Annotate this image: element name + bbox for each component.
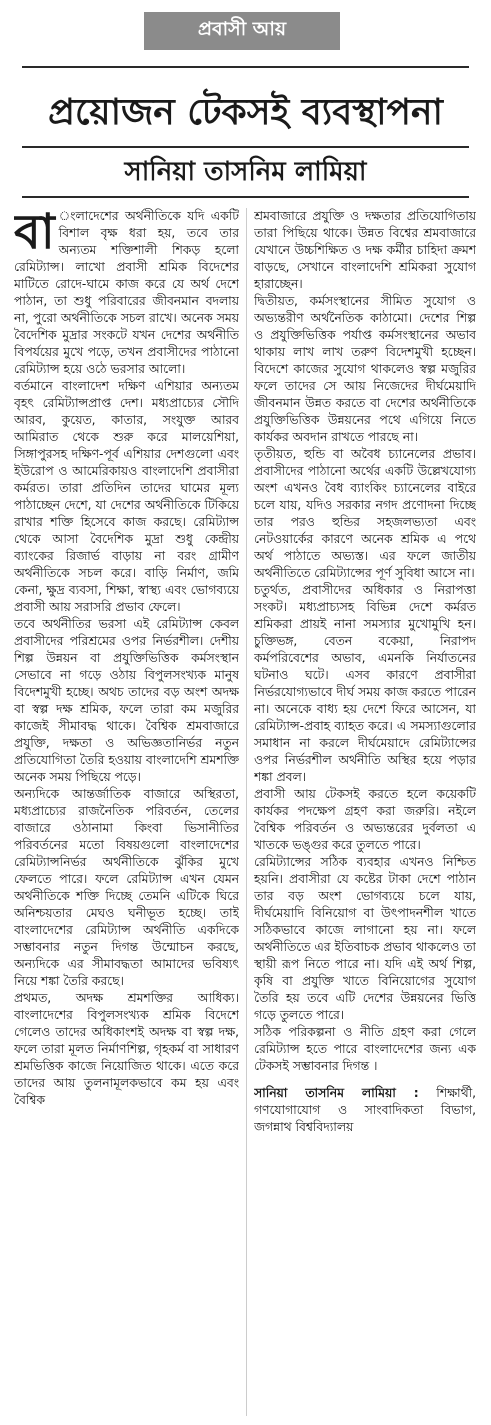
drop-cap: বা [14,208,55,260]
article-right-column [254,208,476,1420]
column-divider [246,208,247,1416]
rule-bottom [22,196,469,198]
paragraph-4: অন্যদিকে আন্তর্জাতিক বাজারে অস্থিরতা, মধ্যপ্রাচ্যের রাজনৈতিক পরিবর্তন, তেলের বাজারে ওঠানামা কিংবা ভিসানীতির পরিবর্তনের মতো বিষয়গুলো বাংলাদেশের রেমিট্যান্সনির্ভর অর্থনীতিকে ঝুঁকির মুখে ফেলতে পারে। ফলে রেমিট্যান্স এখন যেমন অর্থনীতিকে শক্তি দিচ্ছে তেমনি এটিকে ঘিরে অনিশ্চয়তার মেঘও ঘনীভূত হচ্ছে। তাই বাংলাদেশের রেমিট্যান্স অর্থনীতি একদিকে সম্ভাবনার নতুন দিগন্ত উন্মোচন করছে, অন্যদিকে এর সীমাবদ্ধতা আমাদের ভবিষ্যৎ নিয়ে শঙ্কা তৈরি করছে। [14,787,239,988]
paragraph-10: প্রবাসী আয় টেকসই করতে হলে কয়েকটি কার্যকর পদক্ষেপ গ্রহণ করা জরুরি। নইলে বৈশ্বিক পরিবর্তন ও অভ্যন্তরের দুর্বলতা এ খাতকে ভঙ্গুর করে তুলতে পারে। [254,787,476,852]
paragraph-12: সঠিক পরিকল্পনা ও নীতি গ্রহণ করা গেলে রেমিট্যান্স হতে পারে বাংলাদেশের জন্য এক টেকসই সম্ভাবনার দিগন্ত । [254,1025,476,1073]
paragraph-1-text: ংলাদেশের অর্থনীতিকে যদি একটি বিশাল বৃক্ষ ধরা হয়, তবে তার অন্যতম শক্তিশালী শিকড় হলো রেমিট্যান্স। লাখো প্রবাসী শ্রমিক বিদেশের মাটিতে রোদে-ঘামে কাজ করে যে অর্থ দেশে পাঠান, তা শুধু পরিবারের জীবনমান বদলায় না, পুরো অর্থনীতিকে সচল রাখে। অনেক সময় বৈদেশিক মুদ্রার সংকটে যখন দেশের অর্থনীতি বিপর্যয়ের মুখে পড়ে, তখন প্রবাসীদের পাঠানো রেমিট্যান্স হয়ে ওঠে ভরসার আলো। [14,209,239,376]
paragraph-7: দ্বিতীয়ত, কর্মসংস্থানের সীমিত সুযোগ ও অভ্যন্তরীণ অর্থনৈতিক কাঠামো। দেশের শিল্প ও প্রযুক্তিভিত্তিক পর্যাপ্ত কর্মসংস্থানের অভাব থাকায় লাখ লাখ তরুণ বিদেশমুখী হচ্ছেন। বিদেশে কাজের সুযোগ থাকলেও স্বল্প মজুরির ফলে তাদের সে আয় নিজেদের দীর্ঘমেয়াদি জীবনমান উন্নত করতে বা দেশের অর্থনীতিকে প্রযুক্তিভিত্তিক উন্নয়নের পথে এগিয়ে নিতে কার্যকর অবদান রাখতে পারছে না। [254,294,476,444]
paragraph-5: প্রথমত, অদক্ষ শ্রমশক্তির আধিক্য। বাংলাদেশের বিপুলসংখ্যক শ্রমিক বিদেশে গেলেও তাদের অধিকাংশই অদক্ষ বা স্বল্প দক্ষ, ফলে তারা মূলত নির্মাণশিল্প, গৃহকর্ম বা সাধারণ শ্রমভিত্তিক কাজে নিয়োজিত থাকে। এতে করে তাদের আয় তুলনামূলকভাবে কম হয় এবং বৈশ্বিক [14,991,239,1107]
paragraph-11: রেমিট্যান্সের সঠিক ব্যবহার এখনও নিশ্চিত হয়নি। প্রবাসীরা যে কষ্টের টাকা দেশে পাঠান তার বড় অংশ ভোগব্যয়ে চলে যায়, দীর্ঘমেয়াদি বিনিয়োগ বা উৎপাদনশীল খাতে সঠিকভাবে কাজে লাগানো হয় না। ফলে অর্থনীতিতে এর ইতিবাচক প্রভাব থাকলেও তা স্থায়ী রূপ নিতে পারে না। যদি এই অর্থ শিল্প, কৃষি বা প্রযুক্তি খাতে বিনিয়োগের সুযোগ তৈরি হয় তবে এটি দেশের উন্নয়নের ভিত্তি গড়ে তুলতে পারে। [254,855,476,1022]
paragraph-1 [14,208,239,378]
paragraph-3: তবে অর্থনীতির ভরসা এই রেমিট্যান্স কেবল প্রবাসীদের পরিশ্রমের ওপর নির্ভরশীল। দেশীয় শিল্প উন্নয়ন বা প্রযুক্তিভিত্তিক কর্মসংস্থান সেভাবে না গড়ে ওঠায় বিপুলসংখ্যক মানুষ বিদেশমুখী হচ্ছে। অথচ তাদের বড় অংশ অদক্ষ বা স্বল্প দক্ষ শ্রমিক, ফলে তারা কম মজুরির কাজেই সীমাবদ্ধ থাকে। বৈশ্বিক শ্রমবাজারে প্রযুক্তি, দক্ষতা ও অভিজ্ঞতানির্ভর নতুন প্রতিযোগিতা তৈরি হওয়ায় বাংলাদেশি শ্রমশক্তি অনেক সময় পিছিয়ে পড়ে। [14,617,239,784]
author-bio-text: শিক্ষার্থী, গণযোগাযোগ ও সাংবাদিকতা বিভাগ, জগন্নাথ বিশ্ববিদ্যালয় [254,1086,476,1134]
paragraph-8: তৃতীয়ত, হুন্ডি বা অবৈধ চ্যানেলের প্রভাব। প্রবাসীদের পাঠানো অর্থের একটি উল্লেখযোগ্য অংশ এখনও বৈধ ব্যাংকিং চ্যানেলের বাইরে চলে যায়, যদিও সরকার নগদ প্রণোদনা দিচ্ছে তার পরও হুন্ডির সহজলভ্যতা এবং নেটওয়ার্কের কারণে অনেক শ্রমিক এ পথে অর্থ পাঠাতে অভ্যস্ত। এর ফলে জাতীয় অর্থনীতিতে রেমিট্যান্সের পূর্ণ সুবিধা আসে না। [254,447,476,580]
paragraph-2: বর্তমানে বাংলাদেশ দক্ষিণ এশিয়ার অন্যতম বৃহৎ রেমিট্যান্সপ্রাপ্ত দেশ। মধ্যপ্রাচ্যের সৌদি আরব, কুয়েত, কাতার, সংযুক্ত আরব আমিরাত থেকে শুরু করে মালয়েশিয়া, সিঙ্গাপুরসহ দক্ষিণ-পূর্ব এশিয়ার দেশগুলো এবং ইউরোপ ও আমেরিকায়ও বাংলাদেশি প্রবাসীরা কর্মরত। তারা প্রতিদিন তাদের ঘামের মূল্য পাঠাচ্ছেন দেশে, যা দেশের অর্থনীতিকে টিকিয়ে রাখার শক্তি হিসেবে কাজ করছে। রেমিট্যান্স থেকে আসা বৈদেশিক মুদ্রা শুধু কেন্দ্রীয় ব্যাংকের রিজার্ভ বাড়ায় না বরং গ্রামীণ অর্থনীতিকে সচল করে। বাড়ি নির্মাণ, জমি কেনা, ক্ষুদ্র ব্যবসা, শিক্ষা, স্বাস্থ্য এবং ভোগব্যয়ে প্রবাসী আয় সরাসরি প্রভাব ফেলে। [14,379,239,614]
author-bio [254,1085,476,1136]
rule-middle [22,146,469,148]
paragraph-6: শ্রমবাজারে প্রযুক্তি ও দক্ষতার প্রতিযোগিতায় তারা পিছিয়ে থাকে। উন্নত বিশ্বের শ্রমবাজারে যেখানে উচ্চশিক্ষিত ও দক্ষ কর্মীর চাহিদা ক্রমশ বাড়ছে, সেখানে বাংলাদেশি শ্রমিকরা সুযোগ হারাচ্ছেন। [254,209,476,291]
headline: প্রয়োজন টেকসই ব্যবস্থাপনা [48,92,443,133]
rule-top [22,66,469,68]
paragraph-9: চতুর্থত, প্রবাসীদের অধিকার ও নিরাপত্তা সংকট। মধ্যপ্রাচ্যসহ বিভিন্ন দেশে কর্মরত শ্রমিকরা প্রায়ই নানা সমস্যার মুখোমুখি হন। চুক্তিভঙ্গ, বেতন বকেয়া, নিরাপদ কর্মপরিবেশের অভাব, এমনকি নির্যাতনের ঘটনাও ঘটে। এসব কারণে প্রবাসীরা নির্ভরযোগ্যভাবে দীর্ঘ সময় কাজ করতে পারেন না। অনেকে বাধ্য হয় দেশে ফিরে আসেন, যা রেমিট্যান্স-প্রবাহ ব্যাহত করে। এ সমস্যাগুলোর সমাধান না করলে দীর্ঘমেয়াদে রেমিট্যান্সের ওপর নির্ভরশীল অর্থনীতি অস্থির হয়ে পড়ার শঙ্কা প্রবল। [254,583,476,784]
article-left-column [14,208,239,1416]
byline: সানিয়া তাসনিম লামিয়া [124,157,367,187]
section-label: প্রবাসী আয় [144,12,340,50]
author-bio-name: সানিয়া তাসনিম লামিয়া : [254,1086,419,1100]
